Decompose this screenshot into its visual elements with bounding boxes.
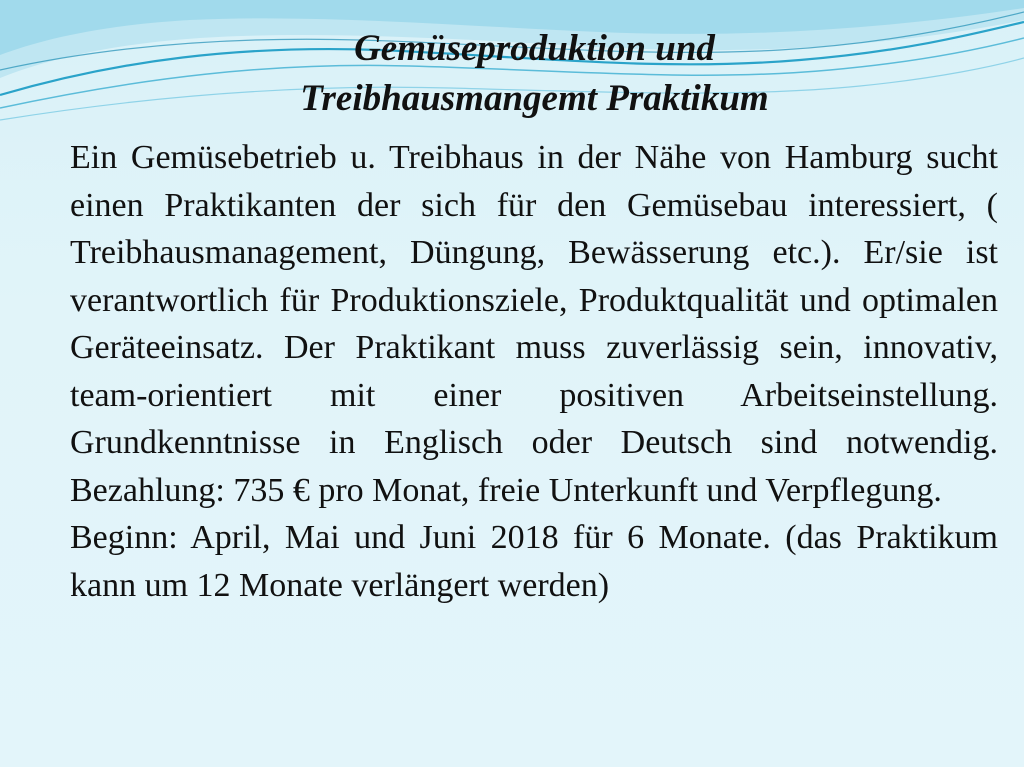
slide-title-line-1: Gemüseproduktion und <box>354 28 715 69</box>
slide-title-line-2: Treibhausmangemt Praktikum <box>300 78 769 119</box>
slide-body <box>70 134 998 609</box>
body-paragraph-2: Beginn: April, Mai und Juni 2018 für 6 Monate. (das Praktikum kann um 12 Monate verlängert werden) <box>70 519 998 604</box>
body-paragraph-1: Ein Gemüsebetrieb u. Treibhaus in der Nähe von Hamburg sucht einen Praktikanten der sich für den Gemüsebau interessiert, ( Treibhausmanagement, Düngung, Bewässerung etc.). Er/sie ist verantwortlich für Produktionsziele, Produktqualität und optimalen Geräteeinsatz. Der Praktikant muss zuverlässig sein, innovativ, team-orientiert mit einer positiven Arbeitseinstellung. Grundkenntnisse in Englisch oder Deutsch sind notwendig. Bezahlung: 735 € pro Monat, freie Unterkunft und Verpflegung. <box>70 139 998 509</box>
